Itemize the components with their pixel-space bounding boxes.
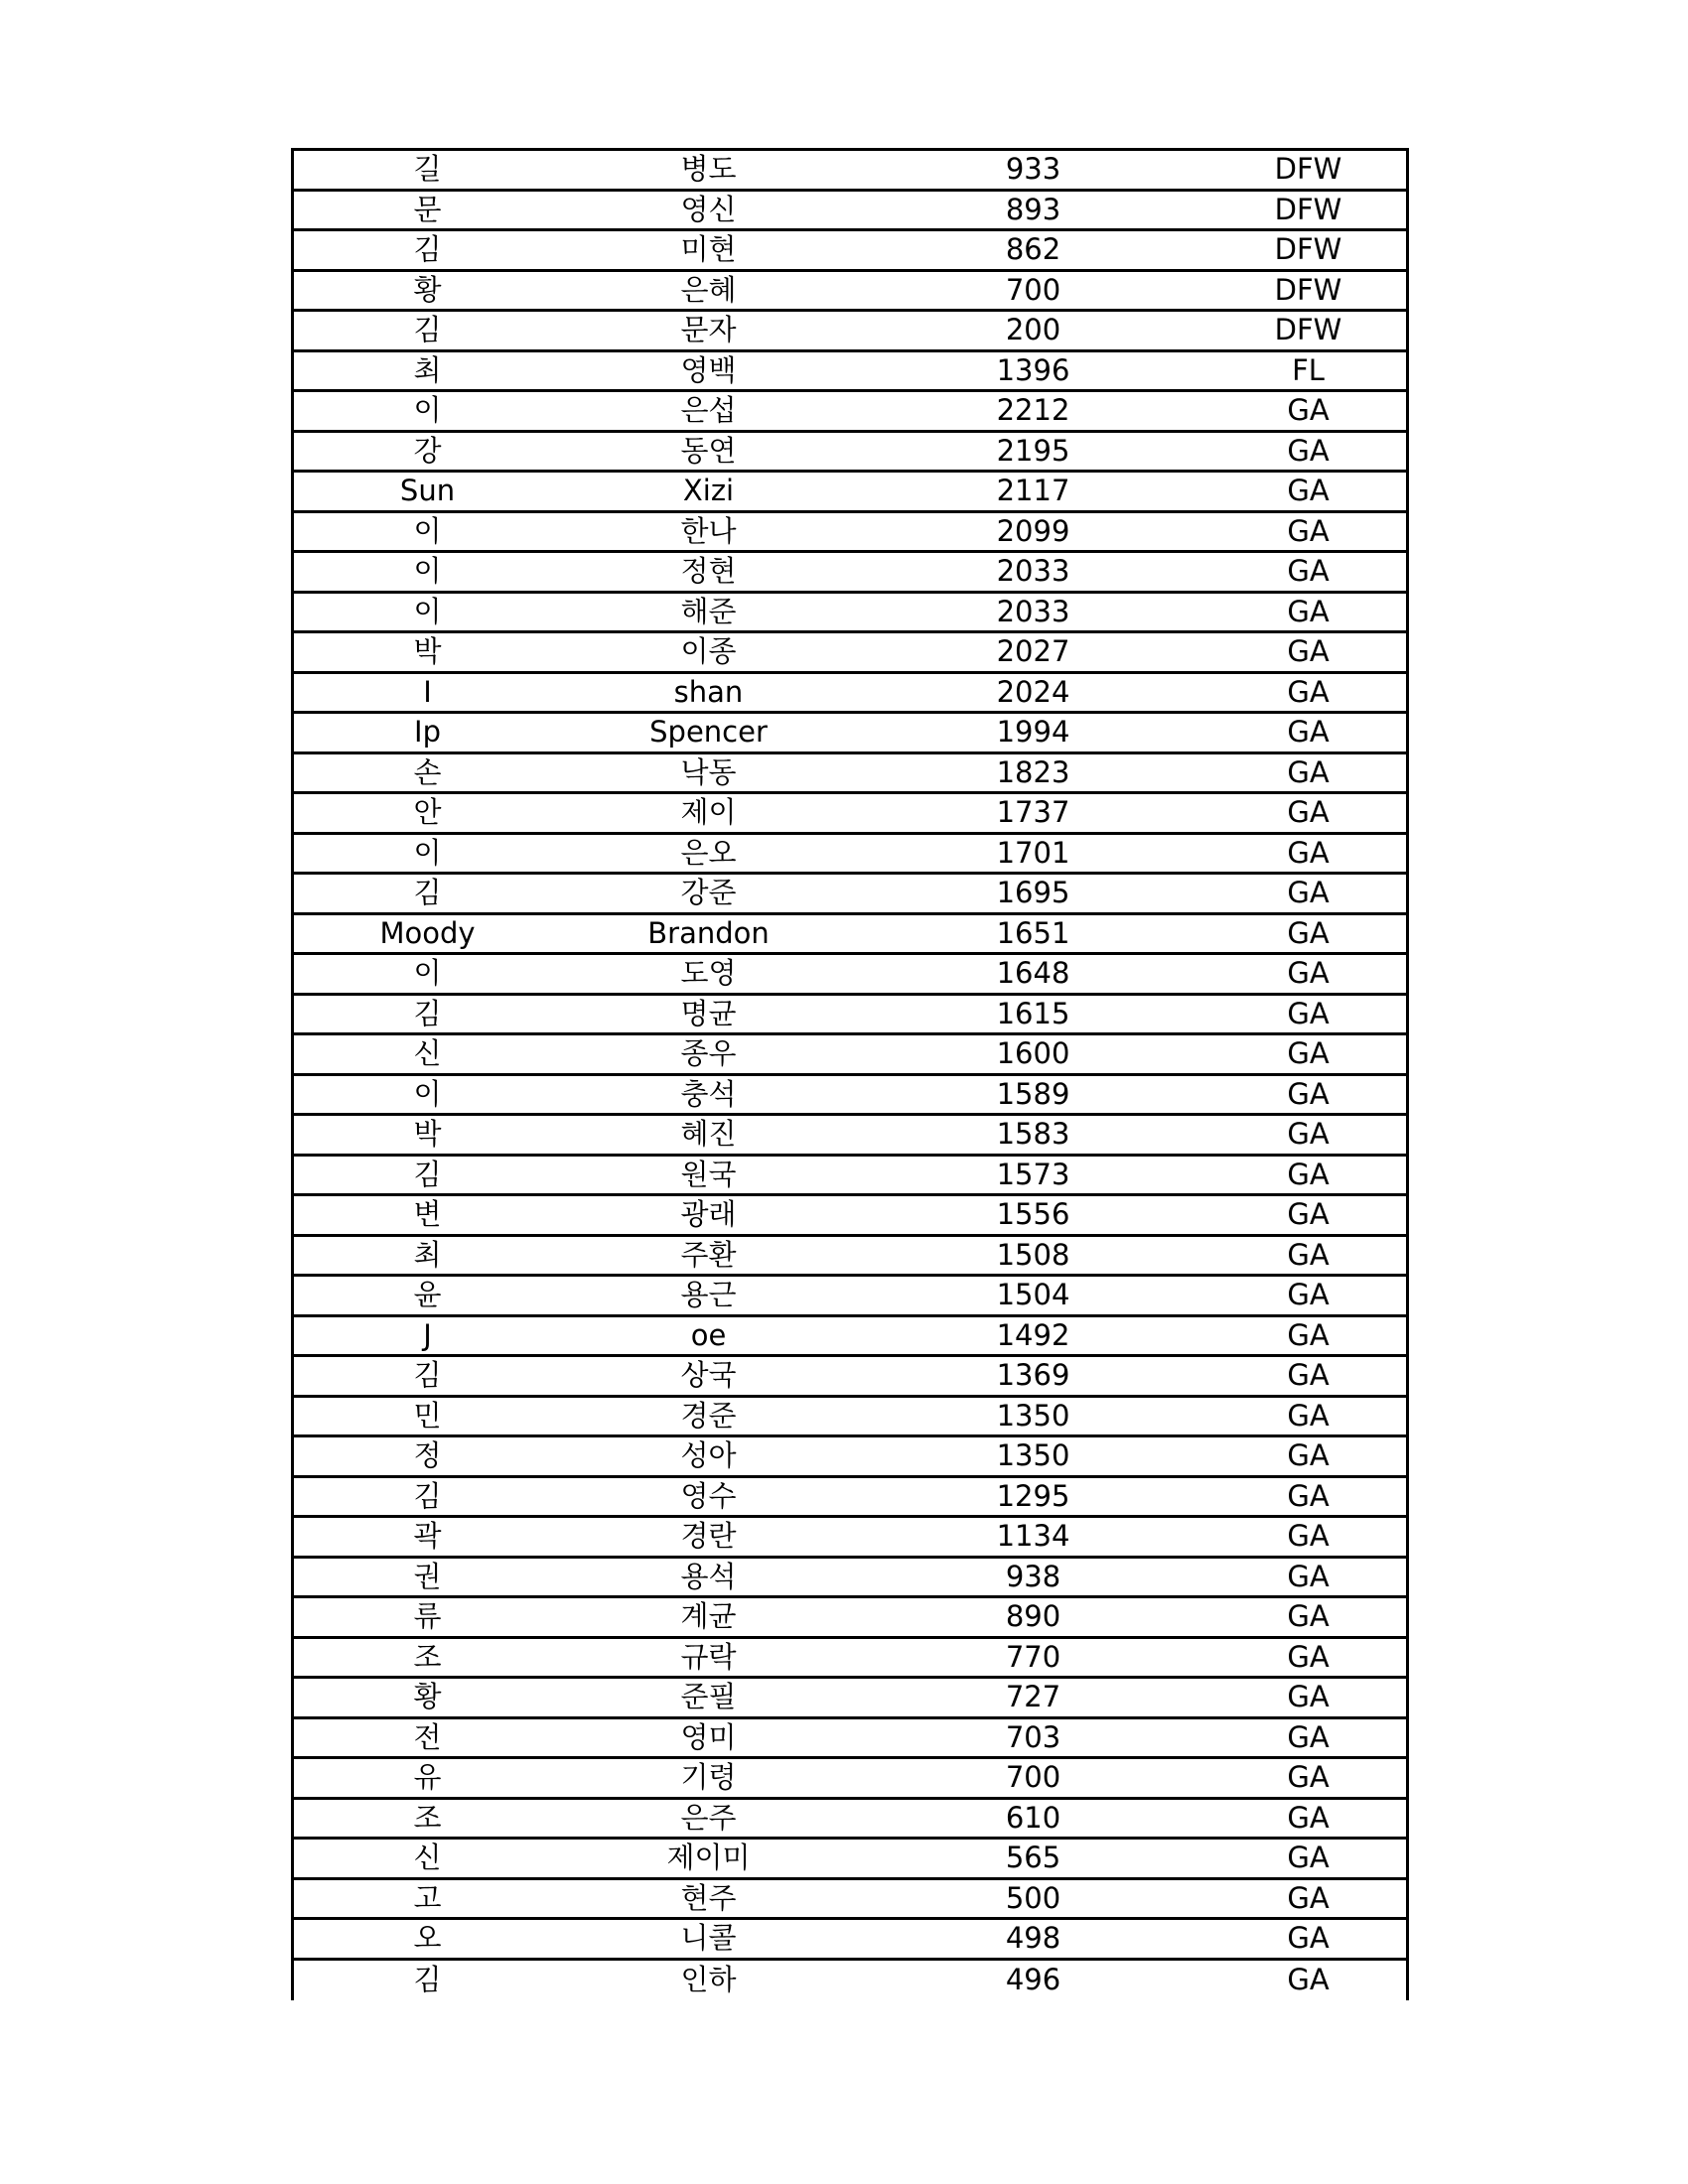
last-name-cell: 유 — [413, 1760, 442, 1795]
last-name-cell: 이 — [413, 594, 442, 628]
region-cell: GA — [1287, 956, 1330, 991]
table-row — [294, 955, 1406, 996]
first-name-cell: shan — [673, 674, 744, 709]
region-cell: DFW — [1274, 272, 1342, 307]
table-row — [294, 192, 1406, 232]
region-cell: GA — [1287, 1478, 1330, 1513]
first-name-cell: 은주 — [680, 1800, 737, 1835]
last-name-cell: 김 — [413, 1157, 442, 1191]
table-row — [294, 1157, 1406, 1197]
region-cell: GA — [1287, 1639, 1330, 1674]
table-row — [294, 1035, 1406, 1076]
last-name-cell: 고 — [413, 1880, 442, 1915]
table-row — [294, 1719, 1406, 1760]
score-cell: 1994 — [996, 715, 1070, 750]
table-row — [294, 1759, 1406, 1800]
table-row — [294, 835, 1406, 876]
first-name-cell: 영수 — [680, 1478, 737, 1513]
table-row — [294, 875, 1406, 915]
last-name-cell: 황 — [413, 1680, 442, 1714]
region-cell: GA — [1287, 1076, 1330, 1111]
first-name-cell: 영신 — [680, 192, 737, 226]
table-row — [294, 513, 1406, 554]
score-cell: 1701 — [996, 835, 1070, 870]
table-row — [294, 473, 1406, 513]
first-name-cell: 니콜 — [680, 1921, 737, 1956]
data-table — [291, 148, 1409, 2000]
table-row — [294, 1961, 1406, 2001]
first-name-cell: 은섭 — [680, 393, 737, 428]
region-cell: GA — [1287, 634, 1330, 669]
table-row — [294, 714, 1406, 754]
last-name-cell: 안 — [413, 795, 442, 830]
table-row — [294, 633, 1406, 674]
region-cell: GA — [1287, 594, 1330, 628]
table-row — [294, 392, 1406, 433]
last-name-cell: 이 — [413, 1076, 442, 1111]
first-name-cell: 종우 — [680, 1036, 737, 1071]
first-name-cell: 광래 — [680, 1197, 737, 1232]
score-cell: 1369 — [996, 1358, 1070, 1393]
score-cell: 2027 — [996, 634, 1070, 669]
table-row — [294, 312, 1406, 352]
first-name-cell: 계균 — [680, 1599, 737, 1634]
last-name-cell: 김 — [413, 996, 442, 1030]
first-name-cell: 동연 — [680, 433, 737, 468]
score-cell: 1651 — [996, 915, 1070, 950]
score-cell: 2033 — [996, 554, 1070, 589]
first-name-cell: 영미 — [680, 1719, 737, 1754]
table-row — [294, 1559, 1406, 1599]
last-name-cell: I — [423, 674, 432, 709]
region-cell: GA — [1287, 393, 1330, 428]
first-name-cell: 규락 — [680, 1639, 737, 1674]
score-cell: 1648 — [996, 956, 1070, 991]
last-name-cell: 이 — [413, 835, 442, 870]
score-cell: 933 — [1005, 152, 1061, 187]
last-name-cell: 황 — [413, 272, 442, 307]
region-cell: GA — [1287, 754, 1330, 789]
first-name-cell: 인하 — [680, 1963, 737, 1997]
last-name-cell: 김 — [413, 1358, 442, 1393]
region-cell: GA — [1287, 1921, 1330, 1956]
score-cell: 1492 — [996, 1317, 1070, 1352]
table-row — [294, 1518, 1406, 1559]
region-cell: GA — [1287, 1719, 1330, 1754]
first-name-cell: 은오 — [680, 835, 737, 870]
table-row — [294, 1679, 1406, 1719]
first-name-cell: Brandon — [647, 915, 770, 950]
table-row — [294, 1277, 1406, 1317]
table-row — [294, 1076, 1406, 1117]
score-cell: 1508 — [996, 1237, 1070, 1272]
last-name-cell: 문 — [413, 192, 442, 226]
region-cell: GA — [1287, 715, 1330, 750]
first-name-cell: 정현 — [680, 554, 737, 589]
first-name-cell: 경준 — [680, 1398, 737, 1433]
region-cell: GA — [1287, 674, 1330, 709]
score-cell: 1350 — [996, 1438, 1070, 1473]
last-name-cell: 윤 — [413, 1278, 442, 1312]
first-name-cell: 한나 — [680, 513, 737, 548]
table-row — [294, 1196, 1406, 1237]
last-name-cell: 최 — [413, 352, 442, 387]
table-row — [294, 1840, 1406, 1880]
score-cell: 610 — [1005, 1800, 1061, 1835]
last-name-cell: 정 — [413, 1438, 442, 1473]
table-row — [294, 272, 1406, 313]
table-row — [294, 1437, 1406, 1478]
region-cell: GA — [1287, 1398, 1330, 1433]
first-name-cell: oe — [690, 1317, 727, 1352]
last-name-cell: 오 — [413, 1921, 442, 1956]
score-cell: 500 — [1005, 1880, 1061, 1915]
table-row — [294, 996, 1406, 1036]
last-name-cell: 권 — [413, 1559, 442, 1593]
first-name-cell: 용석 — [680, 1559, 737, 1593]
first-name-cell: 기령 — [680, 1760, 737, 1795]
first-name-cell: 낙동 — [680, 754, 737, 789]
region-cell: GA — [1287, 1157, 1330, 1191]
score-cell: 1396 — [996, 352, 1070, 387]
first-name-cell: 준필 — [680, 1680, 737, 1714]
table-row — [294, 1598, 1406, 1639]
region-cell: GA — [1287, 554, 1330, 589]
score-cell: 893 — [1005, 192, 1061, 226]
last-name-cell: 길 — [413, 152, 442, 187]
first-name-cell: 주환 — [680, 1237, 737, 1272]
last-name-cell: 김 — [413, 1963, 442, 1997]
table-row — [294, 1357, 1406, 1398]
score-cell: 1504 — [996, 1278, 1070, 1312]
score-cell: 727 — [1005, 1680, 1061, 1714]
score-cell: 2024 — [996, 674, 1070, 709]
last-name-cell: 박 — [413, 1117, 442, 1152]
score-cell: 1823 — [996, 754, 1070, 789]
score-cell: 703 — [1005, 1719, 1061, 1754]
last-name-cell: 곽 — [413, 1519, 442, 1554]
score-cell: 1600 — [996, 1036, 1070, 1071]
region-cell: DFW — [1274, 232, 1342, 267]
region-cell: GA — [1287, 433, 1330, 468]
score-cell: 770 — [1005, 1639, 1061, 1674]
first-name-cell: 제이 — [680, 795, 737, 830]
score-cell: 938 — [1005, 1559, 1061, 1593]
first-name-cell: 병도 — [680, 152, 737, 187]
last-name-cell: Sun — [399, 474, 456, 508]
region-cell: GA — [1287, 1599, 1330, 1634]
first-name-cell: 명균 — [680, 996, 737, 1030]
region-cell: GA — [1287, 1438, 1330, 1473]
last-name-cell: 손 — [413, 754, 442, 789]
score-cell: 1589 — [996, 1076, 1070, 1111]
first-name-cell: Spencer — [649, 715, 768, 750]
last-name-cell: 조 — [413, 1639, 442, 1674]
last-name-cell: 이 — [413, 513, 442, 548]
first-name-cell: 원국 — [680, 1157, 737, 1191]
last-name-cell: 김 — [413, 876, 442, 910]
region-cell: GA — [1287, 1036, 1330, 1071]
region-cell: GA — [1287, 1800, 1330, 1835]
table-row — [294, 915, 1406, 956]
last-name-cell: 이 — [413, 554, 442, 589]
table-row — [294, 1920, 1406, 1961]
region-cell: GA — [1287, 996, 1330, 1030]
first-name-cell: 은혜 — [680, 272, 737, 307]
score-cell: 890 — [1005, 1599, 1061, 1634]
score-cell: 1695 — [996, 876, 1070, 910]
region-cell: DFW — [1274, 192, 1342, 226]
table-row — [294, 1639, 1406, 1680]
score-cell: 1295 — [996, 1478, 1070, 1513]
first-name-cell: 이종 — [680, 634, 737, 669]
region-cell: GA — [1287, 835, 1330, 870]
region-cell: GA — [1287, 1117, 1330, 1152]
score-cell: 2212 — [996, 393, 1070, 428]
table-row — [294, 1478, 1406, 1519]
score-cell: 1556 — [996, 1197, 1070, 1232]
last-name-cell: 강 — [413, 433, 442, 468]
score-cell: 565 — [1005, 1841, 1061, 1875]
first-name-cell: 현주 — [680, 1880, 737, 1915]
region-cell: DFW — [1274, 152, 1342, 187]
region-cell: GA — [1287, 1680, 1330, 1714]
region-cell: GA — [1287, 915, 1330, 950]
score-cell: 200 — [1005, 313, 1061, 347]
table-row — [294, 553, 1406, 594]
table-row — [294, 594, 1406, 634]
last-name-cell: 김 — [413, 232, 442, 267]
last-name-cell: 전 — [413, 1719, 442, 1754]
first-name-cell: 문자 — [680, 313, 737, 347]
table-row — [294, 1800, 1406, 1841]
score-cell: 1350 — [996, 1398, 1070, 1433]
first-name-cell: 경란 — [680, 1519, 737, 1554]
table-row — [294, 794, 1406, 835]
last-name-cell: 신 — [413, 1841, 442, 1875]
first-name-cell: 혜진 — [680, 1117, 737, 1152]
first-name-cell: Xizi — [682, 474, 735, 508]
last-name-cell: Ip — [414, 715, 441, 750]
first-name-cell: 미현 — [680, 232, 737, 267]
score-cell: 1615 — [996, 996, 1070, 1030]
last-name-cell: 민 — [413, 1398, 442, 1433]
score-cell: 1134 — [996, 1519, 1070, 1554]
table-row — [294, 754, 1406, 795]
region-cell: GA — [1287, 1519, 1330, 1554]
score-cell: 862 — [1005, 232, 1061, 267]
region-cell: GA — [1287, 474, 1330, 508]
table-row — [294, 433, 1406, 474]
region-cell: GA — [1287, 1559, 1330, 1593]
region-cell: GA — [1287, 1197, 1330, 1232]
score-cell: 1573 — [996, 1157, 1070, 1191]
last-name-cell: 김 — [413, 313, 442, 347]
first-name-cell: 성아 — [680, 1438, 737, 1473]
score-cell: 498 — [1005, 1921, 1061, 1956]
last-name-cell: 신 — [413, 1036, 442, 1071]
last-name-cell: 변 — [413, 1197, 442, 1232]
region-cell: GA — [1287, 1358, 1330, 1393]
score-cell: 700 — [1005, 272, 1061, 307]
table-row — [294, 674, 1406, 715]
region-cell: GA — [1287, 795, 1330, 830]
score-cell: 1737 — [996, 795, 1070, 830]
region-cell: GA — [1287, 1278, 1330, 1312]
first-name-cell: 도영 — [680, 956, 737, 991]
table-row — [294, 352, 1406, 393]
region-cell: GA — [1287, 1880, 1330, 1915]
last-name-cell: 조 — [413, 1800, 442, 1835]
first-name-cell: 제이미 — [666, 1841, 751, 1875]
score-cell: 2195 — [996, 433, 1070, 468]
score-cell: 2033 — [996, 594, 1070, 628]
region-cell: GA — [1287, 513, 1330, 548]
last-name-cell: 이 — [413, 393, 442, 428]
table-row — [294, 1398, 1406, 1438]
last-name-cell: 이 — [413, 956, 442, 991]
region-cell: GA — [1287, 876, 1330, 910]
table-row — [294, 151, 1406, 192]
last-name-cell: 최 — [413, 1237, 442, 1272]
last-name-cell: 김 — [413, 1478, 442, 1513]
last-name-cell: 박 — [413, 634, 442, 669]
region-cell: GA — [1287, 1237, 1330, 1272]
region-cell: GA — [1287, 1841, 1330, 1875]
region-cell: GA — [1287, 1760, 1330, 1795]
score-cell: 2099 — [996, 513, 1070, 548]
region-cell: DFW — [1274, 313, 1342, 347]
score-cell: 1583 — [996, 1117, 1070, 1152]
region-cell: FL — [1292, 352, 1325, 387]
last-name-cell: 류 — [413, 1599, 442, 1634]
score-cell: 496 — [1005, 1963, 1061, 1997]
score-cell: 2117 — [996, 474, 1070, 508]
last-name-cell: Moody — [379, 915, 476, 950]
table-row — [294, 1880, 1406, 1921]
region-cell: GA — [1287, 1963, 1330, 1997]
last-name-cell: J — [423, 1317, 432, 1352]
table-row — [294, 1317, 1406, 1358]
table-row — [294, 231, 1406, 272]
score-cell: 700 — [1005, 1760, 1061, 1795]
first-name-cell: 영백 — [680, 352, 737, 387]
first-name-cell: 상국 — [680, 1358, 737, 1393]
first-name-cell: 용근 — [680, 1278, 737, 1312]
table-row — [294, 1237, 1406, 1278]
first-name-cell: 강준 — [680, 876, 737, 910]
table-row — [294, 1116, 1406, 1157]
first-name-cell: 충석 — [680, 1076, 737, 1111]
first-name-cell: 해준 — [680, 594, 737, 628]
region-cell: GA — [1287, 1317, 1330, 1352]
